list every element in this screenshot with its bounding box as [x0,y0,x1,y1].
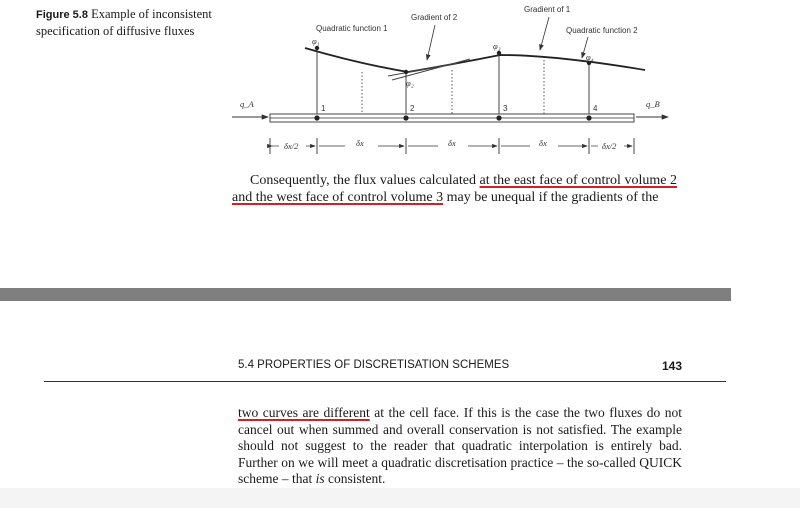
node-number-2: 2 [410,104,415,113]
header-rule [44,381,726,382]
phi-label-3: φ₃ [493,41,501,51]
running-header [238,359,682,375]
label-quadratic-function-1: Quadratic function 1 [316,24,388,33]
paragraph2-part2: consistent. [324,471,386,486]
boundary-label-west: q_A [240,99,254,109]
phi-label-2: φ₂ [406,78,414,88]
pointer-gradient-1 [540,17,549,50]
node-1 [314,115,319,120]
paragraph2-part1: at the cell face. If this is the case the two fluxes do not cancel out when summed and overall conservation is not satisfied. The example should not suggest to the reader that quadratic interpolation is entirely bad. Further on we will meet a quadratic discretisation practice – the so-called QUICK scheme – that [238,405,682,486]
label-gradient-of-1: Gradient of 1 [524,5,571,14]
page-divider-bar [0,288,731,301]
node-number-4: 4 [593,104,598,113]
quadratic-curve [305,48,645,72]
figure-label: Figure 5.8 [36,9,88,21]
paragraph2-emphasis: is [315,471,325,486]
node-number-3: 3 [503,104,508,113]
node-2 [403,115,408,120]
spacing-label-4: δx [539,138,547,148]
phi-point-3 [497,51,501,55]
gradient-line-1 [392,59,470,80]
phi-label-1: φ₁ [312,36,320,46]
pointer-gradient-2 [427,25,435,60]
paragraph2-underlined: two curves are different [238,405,370,420]
paragraph1-end: may be unequal if the gradients of the [443,190,659,205]
body-paragraph-1 [232,172,677,206]
spacing-label-2: δx [356,138,364,148]
section-title: 5.4 PROPERTIES OF DISCRETISATION SCHEMES [238,359,510,371]
phi-label-4: φ₄ [586,52,594,62]
figure-caption-text: Example of inconsistent specification of diffusive fluxes [36,7,212,38]
spacing-label-1: δx/2 [284,141,299,151]
node-3 [496,115,501,120]
bottom-fade [0,488,800,508]
page-number: 143 [661,359,682,373]
node-number-1: 1 [321,104,326,113]
node-4 [586,115,591,120]
diffusive-flux-figure [0,0,800,170]
phi-point-2 [404,70,408,74]
paragraph1-start: Consequently, the flux values calculated [250,173,480,188]
boundary-label-east: q_B [646,99,660,109]
spacing-label-3: δx [448,138,456,148]
label-quadratic-function-2: Quadratic function 2 [566,26,638,35]
phi-point-1 [315,46,319,50]
spacing-label-5: δx/2 [602,141,617,151]
label-gradient-of-2: Gradient of 2 [411,13,458,22]
paragraph1-underlined: at the east face of control volume 2 and the west face of control volume 3 [232,173,678,205]
body-paragraph-2 [238,405,682,488]
